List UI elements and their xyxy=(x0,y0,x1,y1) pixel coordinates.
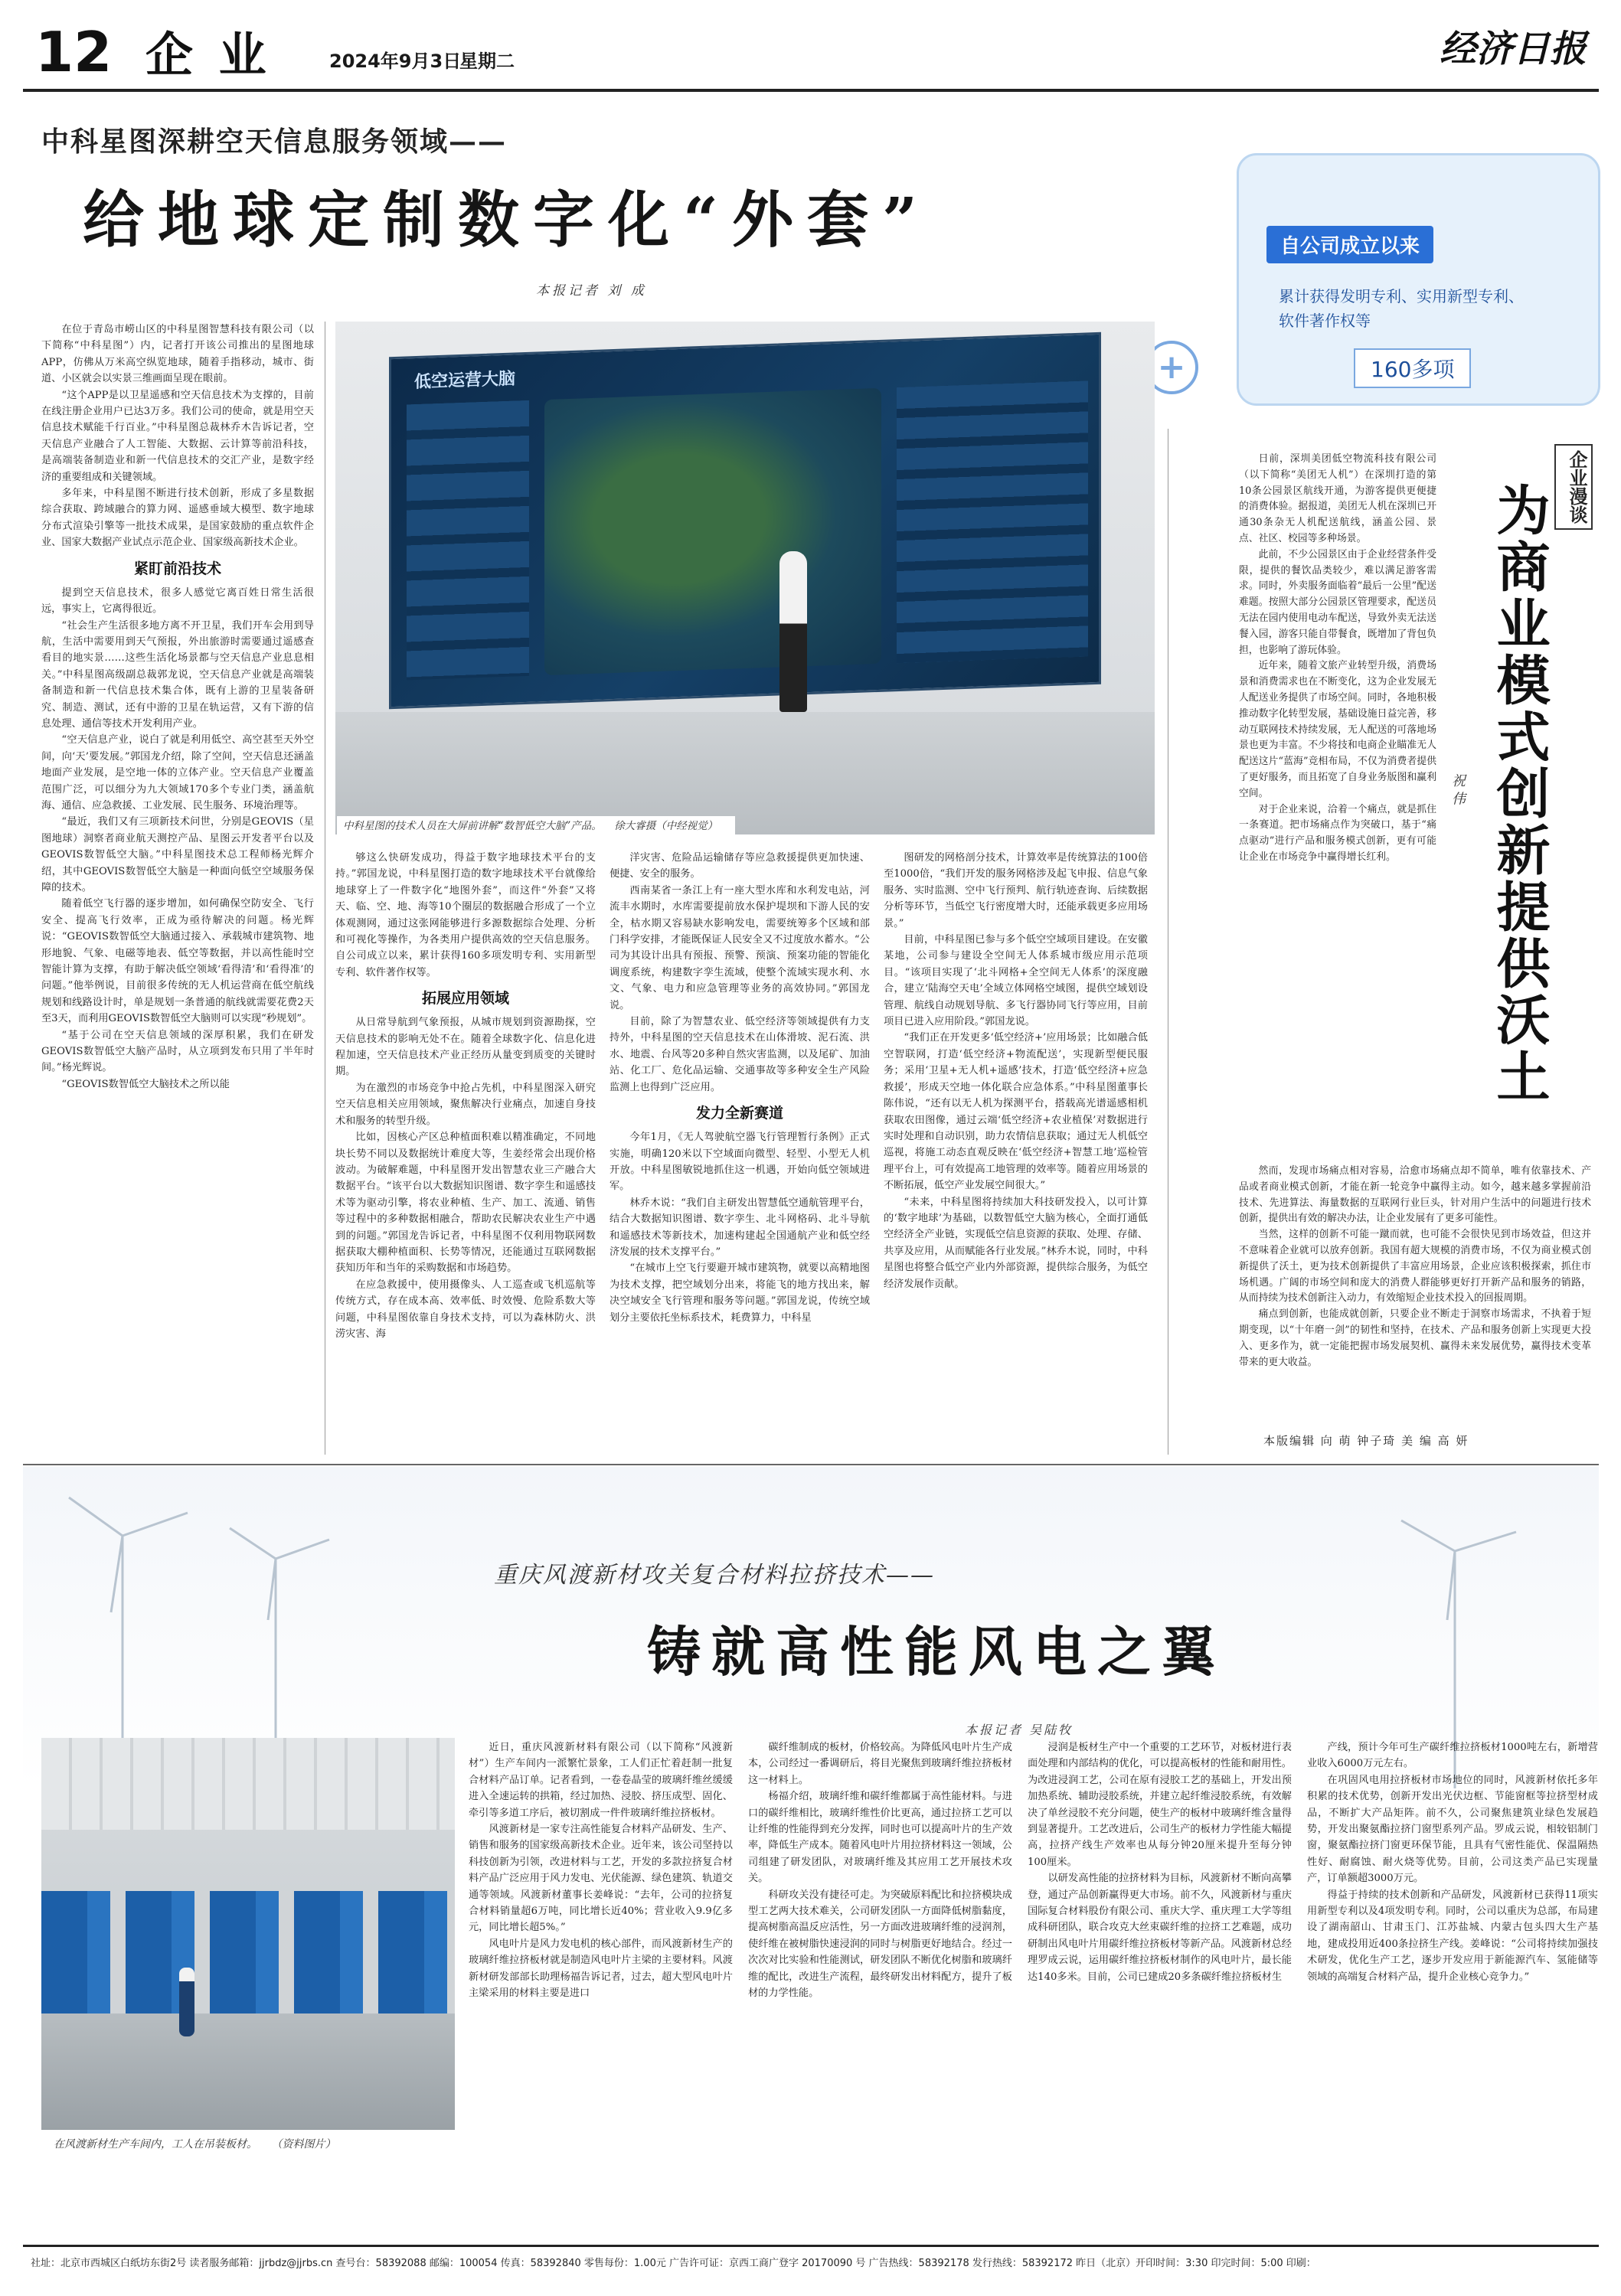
screen-title: 低空运营大脑 xyxy=(414,369,516,393)
sidebar-body-bottom xyxy=(1239,1164,1591,1424)
paragraph: “社会生产生活很多地方离不开卫星，我们开车会用到导航，生活中需要用到天气预报，外出旅游时需要通过遥感查看目的地实景……这些生活化场景都与空天信息产业息息相关。”中科星图高级副总裁郭龙说，空天信息产业就是高端装备制造和新一代信息技术集合体，既有上游的卫星装备研究、制造、测试，还有中游的卫星在轨运营，又有下游的信息处理、通信等技术开发利用产业。 xyxy=(41,619,314,730)
paragraph: “我们正在开发更多‘低空经济+’应用场景；比如融合低空智联网，打造‘低空经济+物流配送’，实现新型便民服务；采用‘卫星+无人机+遥感’技术，打造‘低空经济+应急救援’，形成天空地一体化联合应急体系。”中科星图董事长陈伟说，“还有以无人机为探测平台，搭载高光谱遥感相机获取农田图像，通过云端‘低空经济+农业植保’对数据进行实时处理和自动识别，助力农情信息获取；通过无人机低空巡视，将施工动态直观反映在‘低空经济+智慧工地’巡检管理平台上，可有效提高工地管理的效率等。随着应用场景的不断拓展，低空产业发展空间很大。” xyxy=(884,1032,1148,1192)
infobox-tag: 自公司成立以来 xyxy=(1266,226,1433,263)
paragraph: 近年来，随着文旅产业转型升级，消费场景和消费需求也在不断变化，这为企业发展无人配送业务提供了市场空间。同时，各地积极推动数字化转型发展，基础设施日益完善，移动互联网技术持续发展，无人配送的可落地场景也更为丰富。不少将技和电商企业瞄准无人配送这片“蓝海”竞相布局，不仅为消费者提供了更好服务，而且拓宽了自身业务版图和赢利空间。 xyxy=(1239,660,1436,799)
paragraph: 西南某省一条江上有一座大型水库和水利发电站，河流丰水期时，水库需要提前放水保护堤坝和下游人民的安全，枯水期又容易缺水影响发电，需要统筹多个区域和部门科学安排，才能既保证人民安全又不过度放水蓄水。“公司为其设计出具有预报、预警、预演、预案功能的智能化调度系统，构建数字孪生流域，使整个流域实现水利、水文、气象、电力和应急管理等业务的高效协同。”郭国龙说。 xyxy=(610,884,870,1011)
paragraph: 以研发高性能的拉挤材料为目标，风渡新材不断向高攀登，通过产品创新赢得更大市场。前不久，风渡新材与重庆国际复合材料股份有限公司、重庆大学、重庆理工大学等组成科研团队，联合攻克大丝束碳纤维的拉挤工艺难题，成功研制出风电叶片用碳纤维拉挤板材等新产品。风渡新材总经理罗成云说，运用碳纤维拉挤板材制作的风电叶片，最长能达140多米。目前，公司已建成20多条碳纤维拉挤板材生 xyxy=(1028,1873,1292,1983)
paragraph: 日前，深圳美团低空物流科技有限公司（以下简称“美团无人机”）在深圳打造的第10条公园景区航线开通，为游客提供更便捷的消费体验。据报道，美团无人机在深圳已开通30条杂无人机配送航线，涵盖公园、景点、社区、校园等多种场景。 xyxy=(1239,453,1436,544)
section-name: 企 业 xyxy=(145,27,271,83)
article2-col3 xyxy=(1028,1739,1292,2237)
worker-figure xyxy=(179,1968,194,2036)
header-rule xyxy=(23,89,1599,92)
caption-text: 在风渡新材生产车间内，工人在吊装板材。 xyxy=(54,2138,257,2151)
paragraph: 在应急救援中，使用摄像头、人工巡查或飞机巡航等传统方式，存在成本高、效率低、时效慢、危险系数大等问题，中科星图依靠自身技术支持，可以为森林防火、洪涝灾害、海 xyxy=(335,1279,596,1340)
paragraph: 当然，这样的创新不可能一蹴而就，也可能不会很快见到市场效益，但这并不意味着企业就可以放弃创新。我国有超大规模的消费市场，不仅为商业模式创新提供了沃土，更为技术创新提供了丰富应用场景，企业应该积极探索，抓住市场机遇。广阔的市场空间和庞大的消费人群能够更好打开新产品和服务的销路，从而持续为技术创新注入动力，有效缩短企业技术投入的回报周期。 xyxy=(1239,1229,1591,1305)
paragraph: “空天信息产业，说白了就是利用低空、高空甚至天外空间，向‘天’要发展。”郭国龙介绍，除了空间，空天信息还涵盖地面产业发展，是空地一体的立体产业。空天信息产业覆盖范围广泛，可以细分为九大领域170多个专业门类，涵盖航海、通信、应急救援、工业发展、民生服务、环境治理等。 xyxy=(41,734,314,812)
article1-photo xyxy=(335,322,1155,834)
paragraph: “GEOVIS数智低空大脑技术之所以能 xyxy=(61,1078,230,1090)
sidebar-body-top xyxy=(1239,452,1436,1156)
article1-col2 xyxy=(335,850,596,1455)
paragraph: 风渡新材是一家专注高性能复合材料产品研发、生产、销售和服务的国家级高新技术企业。近年来，该公司坚持以科技创新为引领，改进材料与工艺，开发的多款拉挤复合材料产品广泛应用于风力发电、光伏能源、绿色建筑、轨道交通等领域。风渡新材董事长姜峰说：“去年，公司的拉挤复合材料销量超6万吨，同比增长近40%；营业收入9.9亿多元，同比增长超5%。” xyxy=(469,1824,733,1934)
sidebar-label: 企业漫谈 xyxy=(1554,444,1593,530)
issue-weekday: 星期二 xyxy=(459,51,515,72)
paragraph: 随着低空飞行器的逐步增加，如何确保空防安全、飞行安全、提高飞行效率，正成为亟待解决的问题。杨光辉说：“GEOVIS数智低空大脑通过接入、承载城市建筑物、地形地貌、气象、电磁等地表、低空等数据，并以高性能时空智能计算为支撑，有助于解决低空领域‘看得清’和‘看得准’的问题。”他举例说，目前很多传统的无人机运营商在低空航线规划和线路设计时，单是规划一条普通的航线就需要花费2天至3天，而利用GEOVIS数智低空大脑则可以实现“秒规划”。 xyxy=(41,898,314,1025)
paragraph: 在巩固风电用拉挤板材市场地位的同时，风渡新材依托多年积累的技术优势，创新开发出光伏边框、节能窗框等拉挤型材成品，不断扩大产品矩阵。前不久，公司聚焦建筑业绿色发展趋势，开发出聚氨酯拉挤门窗型系列产品。罗成云说，相较铝制门窗，聚氨酯拉挤门窗更环保节能，且具有气密性能优、保温隔热性好、耐腐蚀、耐火烧等优势。目前，公司这类产品已实现量产，订单额超3000万元。 xyxy=(1307,1774,1598,1885)
article1-col1 xyxy=(41,322,314,1455)
paragraph: 对于企业来说，洽着一个痛点，就是抓住一条赛道。把市场痛点作为突破口，基于“痛点驱动”进行产品和服务模式创新，更有可能让企业在市场竞争中赢得增长红利。 xyxy=(1239,803,1436,863)
paragraph: 此前，不少公园景区由于企业经营条件受限，提供的餐饮品类较少，难以满足游客需求。同时，外卖服务面临着“最后一公里”配送难题。按照大部分公园景区管理要求，配送员无法在园内使用电动车配送，导致外卖无法送餐入园，游客只能自带餐食，既增加了背包负担，也影响了游玩体验。 xyxy=(1239,548,1436,656)
paragraph: “最近，我们又有三项新技术问世，分别是GEOVIS（星图地球）洞察者商业航天测控产品、星图云开发者平台以及GEOVIS数智低空大脑。”中科星图技术总工程师杨光辉介绍，其中GEOVIS数智低空大脑是一种面向低空空域服务保障的技术。 xyxy=(41,816,314,893)
article1-col1-part2 xyxy=(41,585,314,1093)
paragraph: 碳纤维制成的板材，价格较高。为降低风电叶片生产成本，公司经过一番调研后，将目光聚焦到玻璃纤维拉挤板材这一材料上。 xyxy=(748,1742,1012,1786)
newspaper-logo: 经济日报 xyxy=(1440,28,1587,70)
article1-col4 xyxy=(884,850,1148,1455)
article2-byline: 本报记者 吴陆牧 xyxy=(965,1723,1074,1737)
sidebar-author: 祝 伟 xyxy=(1449,773,1466,805)
infobox-count: 160多项 xyxy=(1354,348,1471,388)
footer-info: 社址：北京市西城区白纸坊东街2号 读者服务邮箱：jjrbdz@jjrbs.cn 查号台：58392088 邮编：100054 传真：58392840 零售每份：1.00元 广告许可证：京西工商广登字 20170090 号 广告热线：58392178 发行热线：58392172 昨日（北京）开印时间：3:30 印完时间：5:00 印刷： xyxy=(31,2258,1316,2269)
paragraph: 目前，除了为智慧农业、低空经济等领域提供有力支持外，中科星图的空天信息技术在山体滑坡、泥石流、洪水、地震、台风等20多种自然灾害监测，以及尾矿、加油站、化工厂、危化品运输、交通事故等多种安全生产风险监测上也得到广泛应用。 xyxy=(610,1016,870,1093)
paragraph: 痛点到创新，也能成就创新，只要企业不断走于洞察市场需求，不执着于短期变现，以“十年磨一剑”的韧性和坚持，在技术、产品和服务创新上实现更大投入、更多作为，就一定能把握市场发展契机、赢得未来发展优势，赢得技术变革带来的更大收益。 xyxy=(1239,1308,1591,1368)
infobox xyxy=(1237,153,1600,406)
article2-col2 xyxy=(748,1739,1012,2237)
section-rule xyxy=(23,1464,1599,1465)
infobox-line2: 软件著作权等 xyxy=(1279,312,1371,330)
paragraph: 够这么快研发成功，得益于数字地球技术平台的支持。”郭国龙说，中科星图打造的数字地球技术平台就像给地球穿上了一件数字化“地图外套”，而这件“外套”又将天、临、空、地、海等10个圈层的数据融合形成了一个立体观测网，通过这张网能够进行多源数据综合处理、分析和可视化等操作，为各类用户提供高效的空天信息服务。自公司成立以来，累计获得160多项发明专利、实用新型专利、软件著作权等。 xyxy=(335,852,596,978)
paragraph: 科研攻关没有捷径可走。为突破原料配比和拉挤模块成型工艺两大技术难关，公司研发团队一方面降低树脂黏度，提高树脂高温反应活性，另一方面改进玻璃纤维的浸润剂，使纤维在被树脂快速浸润的同时与树脂更好地结合。经过一次次对比实验和性能测试，研发团队不断优化树脂和玻璃纤维的配比，改进生产流程，最终研发出材料配方，提升了板材的力学性能。 xyxy=(748,1889,1012,2000)
caption-credit: 徐大睿摄（中经视觉） xyxy=(614,820,718,832)
paragraph: 产线，预计今年可生产碳纤维拉挤板材1000吨左右，新增营业收入6000万元左右。 xyxy=(1307,1742,1598,1770)
paragraph: “这个APP是以卫星遥感和空天信息技术为支撑的，目前在线注册企业用户已达3万多。我们公司的使命，就是用空天信息技术赋能千行百业。”中科星图总裁林乔木告诉记者，空天信息产业融合了人工智能、大数据、云计算等前沿科技，是高端装备制造业和新一代信息技术的交汇产业，是数字经济的重要组成和关键领域。 xyxy=(41,389,314,483)
article1-kicker: 中科星图深耕空天信息服务领域—— xyxy=(41,126,508,158)
caption-credit: （资料图片） xyxy=(271,2138,336,2151)
paragraph: “基于公司在空天信息领域的深厚积累，我们在研发GEOVIS数智低空大脑产品时，从立项到发布只用了半年时间。”杨光辉说。 xyxy=(41,1029,314,1074)
paragraph: “在城市上空飞行要避开城市建筑物，就要以高精地图为技术支撑，把空域划分出来，将能飞的地方找出来，解决空域安全飞行管理和服务等问题。”郭国龙说，传统空域划分主要依托坐标系技术，耗费算力，中科星 xyxy=(610,1262,870,1324)
factory-roof xyxy=(41,1738,455,1830)
section-heading: 拓展应用领域 xyxy=(421,990,509,1008)
paragraph: 比如，因核心产区总种植面积难以精准确定，不同地块长势不同以及数据统计难度大等，生姜经常会出现价格波动。为破解难题，中科星图开发出智慧农业三产融合大数据平台。“该平台以大数据知识图谱、数字孪生和遥感技术等为驱动引擎，将农业种植、生产、加工、流通、销售等过程中的多种数据相融合，帮助农民解决农业生产中遇到的问题。”郭国龙告诉记者，中科星图不仅利用物联网数据获取大棚种植面积、长势等情况，还能通过互联网数据获知历年和当年的采购数据和市场趋势。 xyxy=(335,1132,596,1275)
paragraph: 今年1月，《无人驾驶航空器飞行管理暂行条例》正式实施，明确120米以下空域面向微型、轻型、小型无人机开放。中科星图敏锐地抓住这一机遇，开始向低空领域进军。 xyxy=(610,1132,870,1193)
screen-map xyxy=(544,388,881,675)
infobox-line1: 累计获得发明专利、实用新型专利、 xyxy=(1279,287,1524,305)
paragraph: 近日，重庆风渡新材料有限公司（以下简称“风渡新材”）生产车间内一派繁忙景象，工人们正忙着赶制一批复合材料产品订单。记者看到，一卷卷晶莹的玻璃纤维丝缓缓进入全速运转的拱箱，经过加热、浸胶、挤压成型、固化、牵引等多道工序后，被切割成一件件玻璃纤维拉挤板材。 xyxy=(469,1742,733,1819)
paragraph: 浸润是板材生产中一个重要的工艺环节，对板材进行表面处理和内部结构的优化，可以提高板材的性能和耐用性。为改进浸润工艺，公司在原有浸胶工艺的基础上，开发出预加热系统、辅助浸胶系统，并建立起纤维浸胶系统，有效解决了单丝浸胶不充分问题，使生产的板材中玻璃纤维含量得到显著提升。工艺改进后，公司生产的板材力学性能大幅提高，拉挤产线生产效率也从每分钟20厘米提升至每分钟100厘米。 xyxy=(1028,1742,1292,1868)
article2-photo-caption xyxy=(54,2136,452,2153)
paragraph: 提到空天信息技术，很多人感觉它离百姓日常生活很远，事实上，它离得很近。 xyxy=(41,586,314,616)
paragraph: 为在激烈的市场竞争中抢占先机，中科星图深入研究空天信息相关应用领域，聚焦解决行业痛点，加速自身技术和服务的转型升级。 xyxy=(335,1082,596,1127)
paragraph: 杨福介绍，玻璃纤维和碳纤维都属于高性能材料。与进口的碳纤维相比，玻璃纤维性价比更高，通过拉挤工艺可以让纤维的性能得到充分发挥，同时也可以提高叶片的生产效率，降低生产成本。随着风电叶片用拉挤材料这一领域，公司组建了研发团队，对玻璃纤维及其应用工艺开展技术攻关。 xyxy=(748,1791,1012,1885)
page-number: 12 xyxy=(35,20,113,84)
paragraph: 在位于青岛市崂山区的中科星图智慧科技有限公司（以下简称“中科星图”）内，记者打开该公司推出的星图地球APP，仿佛从万米高空纵览地球，随着手指移动，城市、街道、小区就会以实景三维画面呈现在眼前。 xyxy=(41,324,314,385)
display-wall xyxy=(389,332,1101,709)
article2-kicker: 重庆风渡新材攻关复合材料拉挤技术—— xyxy=(494,1562,935,1589)
paragraph: 林乔木说：“我们自主研发出智慧低空通航管理平台，结合大数据知识图谱、数字孪生、北斗网格码、北斗导航和遥感技术等新技术，加速构建起全国通航产业和低空经济发展的技术支撑平台。” xyxy=(610,1197,870,1258)
article1-col3 xyxy=(610,850,870,1455)
article2-photo xyxy=(41,1738,455,2130)
article1-col1-part1 xyxy=(41,322,314,551)
issue-date: 2024年9月3日 xyxy=(329,51,462,72)
screen-left-panels xyxy=(407,400,529,681)
paragraph: 多年来，中科星图不断进行技术创新，形成了多星数据综合获取、跨域融合的算力网、遥感垂域大模型、数字地球分布式渲染引擎等一批技术成果，是国家鼓励的重点软件企业、国家大数据产业试点示范企业、国家级高新技术企业。 xyxy=(41,488,314,549)
footer-rule xyxy=(23,2245,1599,2247)
paragraph: 图研发的网格剖分技术，计算效率是传统算法的100倍至1000倍，“我们开发的服务网格涉及起飞申报、信息气象服务、实时监测、空中飞行预判、航行轨迹查询、后续数据分析等环节，当低空飞行密度增大时，还能承载更多应用场景。” xyxy=(884,852,1148,929)
article2-col4 xyxy=(1307,1739,1598,2237)
paragraph: 从日常导航到气象预报，从城市规划到资源勘探，空天信息技术的影响无处不在。随着全球数字化、信息化进程加速，空天信息技术产业正经历从量变到质变的关键时期。 xyxy=(335,1017,596,1078)
paragraph: 目前，中科星图已参与多个低空空域项目建设。在安徽某地，公司参与建设全空间无人体系城市级应用示范项目。“该项目实现了‘北斗网格+全空间无人体系’的深度融合，建立‘陆海空天电’全域立体网格空域图，提供空域划设管理、航线自动规划导航、多飞行器协同飞行等应用，目前项目已进入应用阶段。”郭国龙说。 xyxy=(884,934,1148,1028)
sidebar-title: 为商业模式创新提供沃土 xyxy=(1488,482,1551,1106)
screen-panels xyxy=(897,380,1088,663)
add-circle-icon: + xyxy=(1145,341,1198,394)
article1-byline: 本报记者 刘 成 xyxy=(536,283,647,299)
paragraph: 风电叶片是风力发电机的核心部件，而风渡新材生产的玻璃纤维拉挤板材就是制造风电叶片主梁的主要材料。风渡新材研发部部长助理杨福告诉记者，过去，超大型风电叶片主梁采用的材料主要是进口 xyxy=(469,1938,733,2000)
factory-floor xyxy=(41,2013,455,2130)
paragraph: 然而，发现市场痛点相对容易，洽愈市场痛点却不简单，唯有依靠技术、产品或者商业模式创新，才能在新一轮竞争中赢得主动。如今，越来越多掌握前沿技术、先进算法、海量数据的互联网行业巨头，针对用户生活中的问题进行技术创新，提供出有效的解决办法，让企业发展有了更多可能性。 xyxy=(1239,1165,1591,1225)
article2-title: 铸就高性能风电之翼 xyxy=(647,1620,1226,1684)
blue-machinery xyxy=(41,1891,455,2013)
caption-text: 中科星图的技术人员在大屏前讲解“数智低空大脑”产品。 xyxy=(343,820,602,832)
presenter-figure xyxy=(779,551,807,712)
section-heading: 紧盯前沿技术 xyxy=(133,560,221,577)
paragraph: 得益于持续的技术创新和产品研发，风渡新材已获得11项实用新型专利以及4项发明专利。同时，公司以重庆为总部，布局建设了湖南韶山、甘肃玉门、江苏盐城、内蒙古包头四大生产基地，建成投用近400条拉挤生产线。姜峰说：“公司将持续加强技术研发，优化生产工艺，逐步开发应用于新能源汽车、氢能储等领域的高端复合材料产品，提升企业核心竞争力。” xyxy=(1307,1889,1598,1983)
article1-title: 给地球定制数字化“外套” xyxy=(83,184,932,256)
article1-photo-caption xyxy=(337,816,735,836)
article2-col1 xyxy=(469,1739,733,2237)
editors-credit: 本版编辑 向 萌 钟子琦 美 编 高 妍 xyxy=(1263,1434,1469,1448)
paragraph: “未来，中科星图将持续加大科技研发投入，以可计算的‘数字地球’为基础，以数智低空大脑为核心，全面打通低空经济全产业链，实现低空信息资源的获取、处理、存储、共享及应用，从而赋能各行业发展。”林乔木说，同时，中科星图也将整合低空产业内外部资源，提供综合服务，为低空经济发展作贡献。 xyxy=(884,1196,1148,1290)
page-header xyxy=(0,0,1621,92)
paragraph: 洋灾害、危险品运输储存等应急救援提供更加快速、便捷、安全的服务。 xyxy=(610,852,870,880)
section-heading: 发力全新赛道 xyxy=(695,1105,783,1122)
